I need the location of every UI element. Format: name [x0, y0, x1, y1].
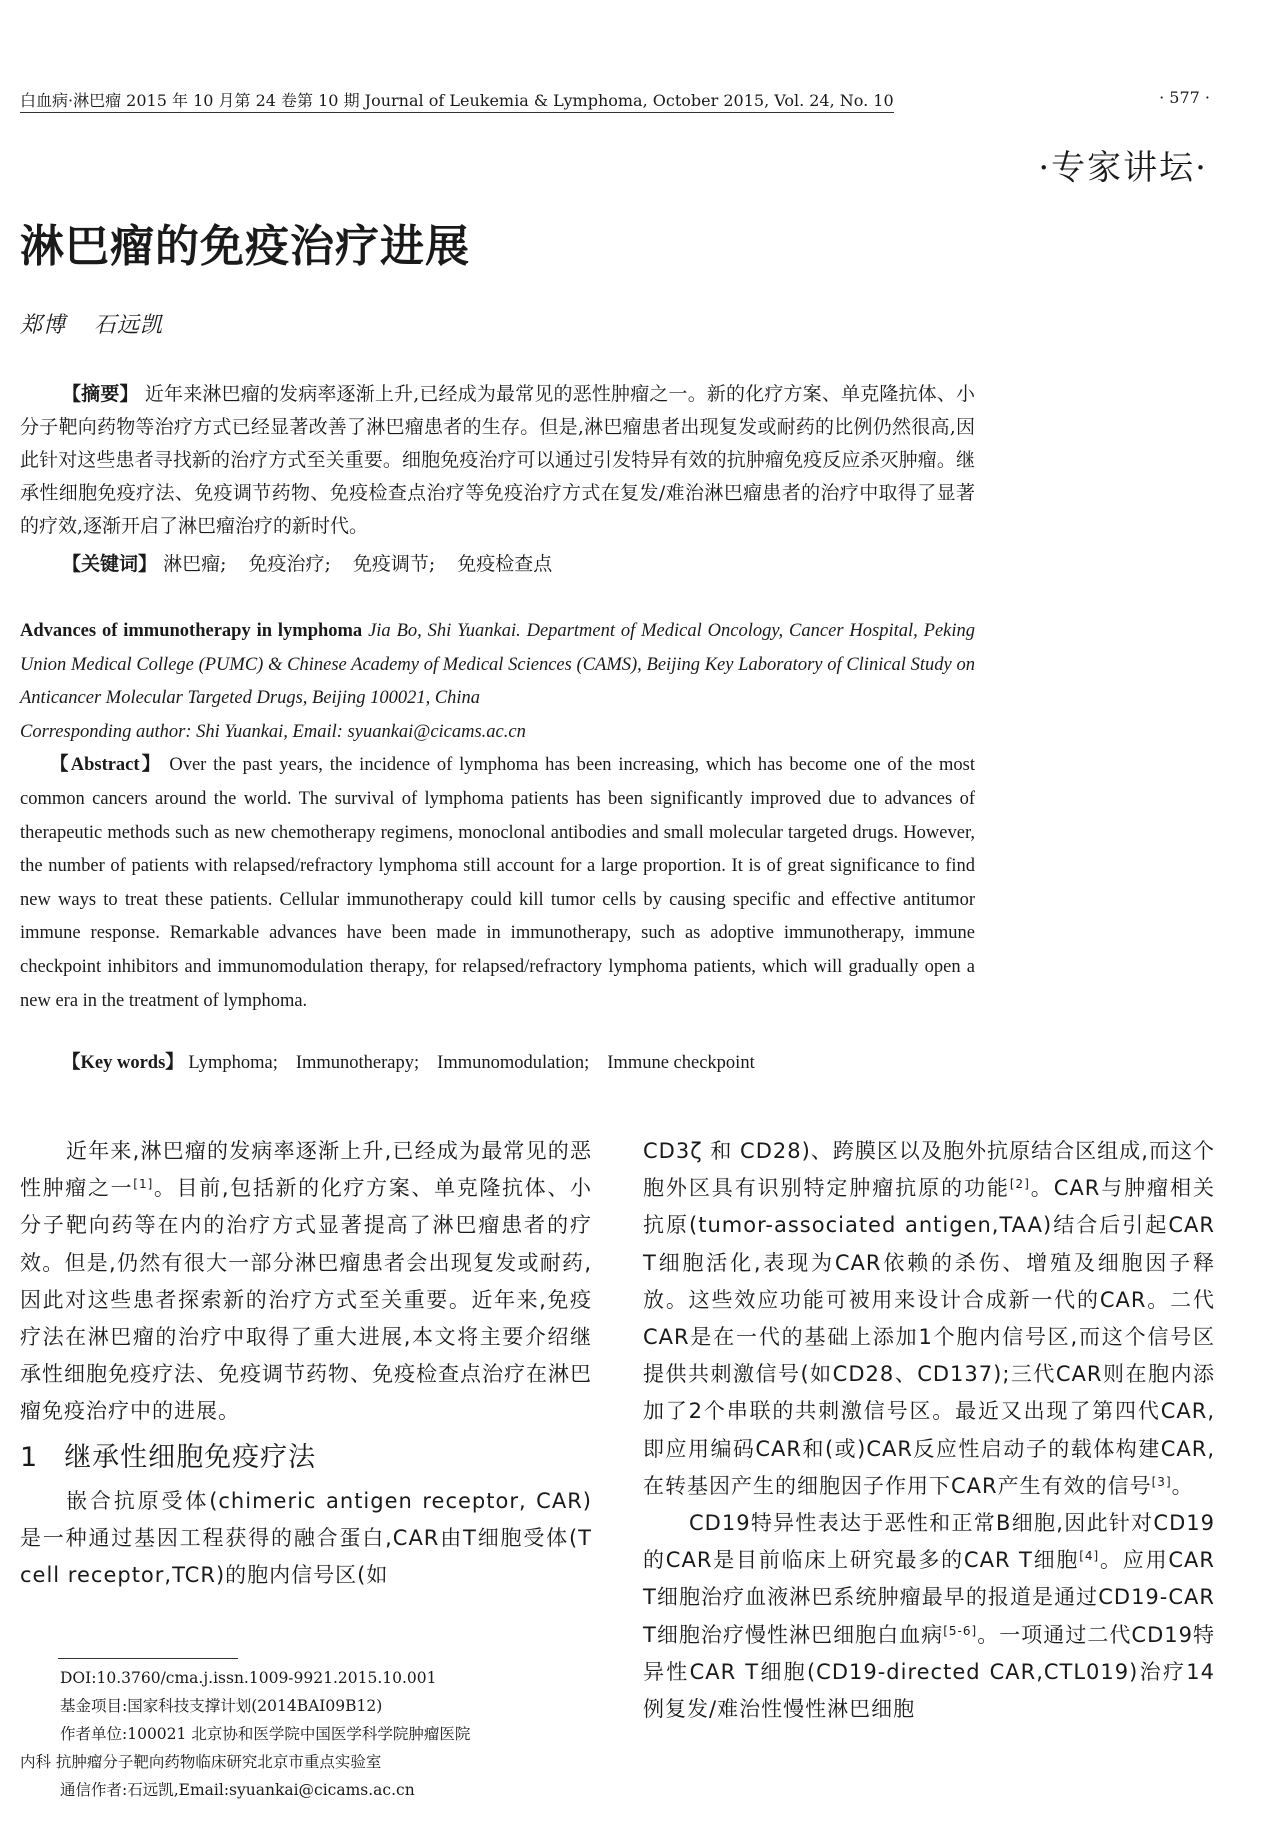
car-paragraph-continued	[643, 1133, 1215, 1505]
citation: [1]	[133, 1177, 154, 1192]
section-number: 1	[20, 1441, 39, 1473]
footnote-unit-continued: 内科 抗肿瘤分子靶向药物临床研究北京市重点实验室	[20, 1753, 382, 1771]
intro-text: 。目前,包括新的化疗方案、单克隆抗体、小分子靶向药等在内的治疗方式显著提高了淋巴瘤患者的疗效。但是,仍然有很大一部分淋巴瘤患者会出现复发或耐药,因此对这些患者探索新的治疗方式至关重要。近年来,免疫疗法在淋巴瘤的治疗中取得了重大进展,本文将主要介绍继承性细胞免疫疗法、免疫调节药物、免疫检查点治疗在淋巴瘤免疫治疗中的进展。	[20, 1176, 592, 1424]
abstract-label: 【摘要】	[62, 383, 139, 405]
footnote-divider	[58, 1658, 238, 1659]
cd19-text: CD19特异性表达于恶性和正常B细胞,因此针对CD19的CAR是目前临床上研究最多的CAR T细胞	[643, 1511, 1215, 1573]
english-keyword: Immunomodulation;	[437, 1053, 590, 1073]
intro-text: 近年来,淋巴瘤的发病率逐渐上升,已经成为最常见的恶性肿瘤之一	[20, 1139, 592, 1201]
cd19-paragraph	[643, 1505, 1215, 1728]
english-abstract	[20, 749, 975, 1018]
footnote-unit: 作者单位:100021 北京协和医学院中国医学科学院肿瘤医院	[60, 1725, 471, 1743]
english-abstract-label: 【Abstract】	[50, 755, 163, 776]
english-keywords-label: 【Key words】	[62, 1053, 184, 1073]
car-text: 。CAR与肿瘤相关抗原(tumor-associated antigen,TAA)结合后引起CAR T细胞活化,表现为CAR依赖的杀伤、增殖及细胞因子释放。这些效应功能可被用来设计合成新一代的CAR。二代CAR是在一代的基础上添加1个胞内信号区,而这个信号区提供共刺激信号(如CD28、CD137);三代CAR则在胞内添加了2个串联的共刺激信号区。最近又出现了第四代CAR,即应用编码CAR和(或)CAR反应性启动子的载体构建CAR,在转基因产生的细胞因子作用下CAR产生有效的信号	[643, 1176, 1216, 1498]
article-title: 淋巴瘤的免疫治疗进展	[20, 221, 470, 272]
abstract-chinese	[20, 378, 975, 543]
footnote-doi: DOI:10.3760/cma.j.issn.1009-9921.2015.10.001	[60, 1669, 437, 1687]
keyword: 免疫检查点	[457, 553, 553, 575]
body-column-left	[20, 1133, 592, 1594]
intro-paragraph	[20, 1133, 592, 1431]
abstract-text: 近年来淋巴瘤的发病率逐渐上升,已经成为最常见的恶性肿瘤之一。新的化疗方案、单克隆抗体、小分子靶向药物等治疗方式已经显著改善了淋巴瘤患者的生存。但是,淋巴瘤患者出现复发或耐药的比例仍然很高,因此针对这些患者寻找新的治疗方式至关重要。细胞免疫治疗可以通过引发特异有效的抗肿瘤免疫反应杀灭肿瘤。继承性细胞免疫疗法、免疫调节药物、免疫检查点治疗等免疫治疗方式在复发/难治淋巴瘤患者的治疗中取得了显著的疗效,逐渐开启了淋巴瘤治疗的新时代。	[20, 383, 976, 537]
car-paragraph: 嵌合抗原受体(chimeric antigen receptor, CAR)是一种通过基因工程获得的融合蛋白,CAR由T细胞受体(T cell receptor,TCR)的胞内信号区(如	[20, 1488, 592, 1588]
english-title: Advances of immunotherapy in lymphoma	[20, 621, 363, 641]
footnote-fund: 基金项目:国家科技支撑计划(2014BAI09B12)	[60, 1697, 383, 1715]
car-text: CD3ζ 和 CD28)、跨膜区以及胞外抗原结合区组成,而这个胞外区具有识别特定肿瘤抗原的功能	[643, 1139, 1215, 1201]
citation: [2]	[1009, 1177, 1030, 1192]
english-keywords	[62, 1048, 755, 1074]
author-name: 石远凯	[94, 313, 164, 338]
cd19-text: 。一项通过二代CD19特异性CAR T细胞(CD19-directed CAR,CTL019)治疗14例复发/难治性慢性淋巴细胞	[643, 1622, 1215, 1722]
section-tag: ·专家讲坛·	[1038, 148, 1208, 188]
footnotes	[20, 1664, 592, 1804]
english-affiliation: Jia Bo, Shi Yuankai. Department of Medical Oncology, Cancer Hospital, Peking Union Medical College (PUMC) & Chinese Academy of Medical Sciences (CAMS), Beijing Key Laboratory of Clinical Study on Anticancer Molecular Targeted Drugs, Beijing 100021, China	[20, 621, 976, 709]
keyword: 免疫调节;	[352, 553, 436, 575]
citation: [5-6]	[943, 1623, 978, 1638]
english-abstract-text: Over the past years, the incidence of lymphoma has been increasing, which has become one of the most common cancers around the world. The survival of lymphoma patients has been significantly improved due to advances of therapeutic methods such as new chemotherapy regimens, monoclonal antibodies and small molecular targeted drugs. However, the number of patients with relapsed/refractory lymphoma still account for a large proportion. It is of great significance to find new ways to treat these patients. Cellular immunotherapy could kill tumor cells by causing specific and effective antitumor immune response. Remarkable advances have been made in immunotherapy, such as adoptive immunotherapy, immune checkpoint inhibitors and immunomodulation therapy, for relapsed/refractory lymphoma patients, which will gradually open a new era in the treatment of lymphoma.	[20, 755, 976, 1011]
citation: [3]	[1151, 1474, 1172, 1489]
english-corresponding: Corresponding author: Shi Yuankai, Email: syuankai@cicams.ac.cn	[20, 721, 526, 742]
english-keyword: Immune checkpoint	[607, 1053, 755, 1073]
page-number: · 577 ·	[1159, 88, 1210, 107]
running-head-text: 白血病·淋巴瘤 2015 年 10 月第 24 卷第 10 期 Journal of Leukemia & Lymphoma, October 2015, Vol. 24, No. 10	[20, 91, 894, 113]
cd19-text: 。应用CAR T细胞治疗血液淋巴系统肿瘤最早的报道是通过CD19-CAR T细胞治疗慢性淋巴细胞白血病	[643, 1548, 1215, 1647]
keywords-label: 【关键词】	[62, 553, 158, 575]
car-text: 。	[1171, 1473, 1194, 1498]
english-keyword: Immunotherapy;	[295, 1053, 420, 1073]
authors	[20, 308, 163, 339]
english-keyword: Lymphoma;	[188, 1053, 278, 1073]
keyword: 淋巴瘤;	[163, 553, 227, 575]
keywords-chinese	[62, 548, 552, 581]
citation: [4]	[1079, 1549, 1100, 1564]
section-title: 继承性细胞免疫疗法	[64, 1441, 317, 1473]
body-column-right	[643, 1133, 1215, 1728]
footnote-corresponding: 通信作者:石远凯,Email:syuankai@cicams.ac.cn	[60, 1781, 415, 1799]
section-heading	[20, 1433, 592, 1483]
english-abstract-block	[20, 615, 975, 1018]
running-header	[20, 88, 1210, 111]
keyword: 免疫治疗;	[248, 553, 331, 575]
author-name: 郑博	[20, 313, 67, 338]
